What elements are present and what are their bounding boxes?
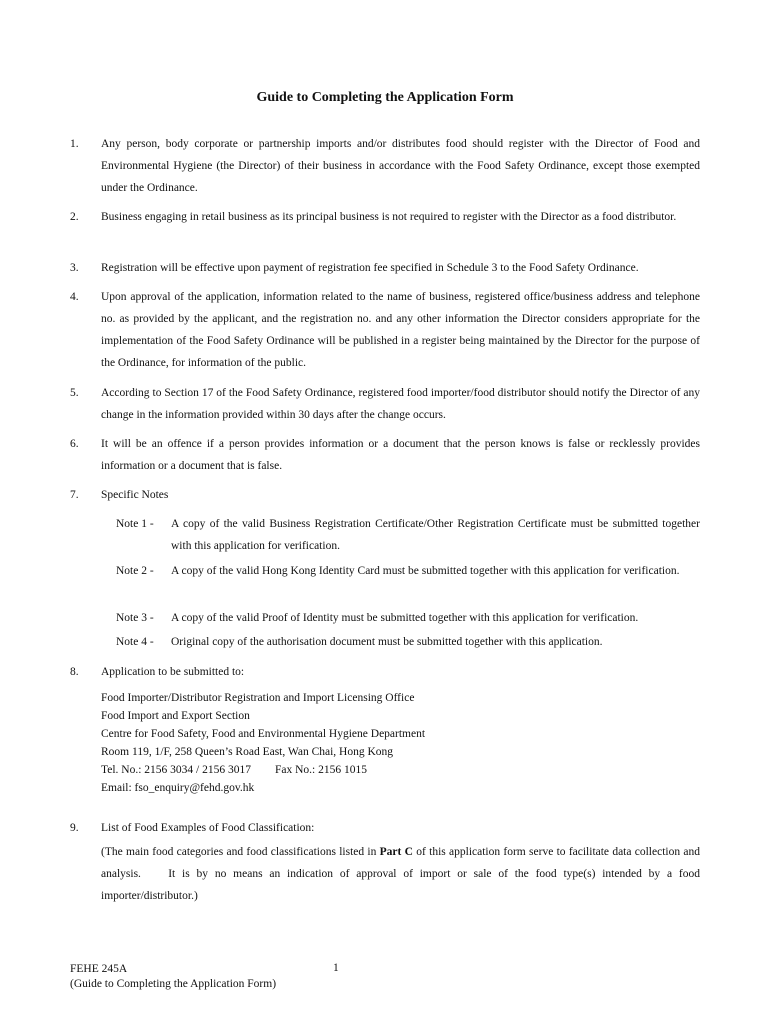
- item-text: It will be an offence if a person provides information or a document that the person knows is false or recklessly provides information or a document that is false.: [101, 438, 700, 472]
- item-number: 6.: [70, 438, 79, 450]
- item-text: Upon approval of the application, information related to the name of business, registered office/business address and telephone no. as provided by the applicant, and the registration no. and any other information the Director considers appropriate for the implementation of the Food Safety Ordinance will be published in a register being maintained by the Director for the purpose of the Ordinance, for information of the public.: [101, 291, 700, 369]
- paragraph-end: of this application form serve to facilitate data collection and analysis. It is by no means an indication of approval of import or sale of the food type(s) intended by a food importer/distributor.): [101, 846, 703, 902]
- fax-number: Fax No.: 2156 1015: [274, 764, 367, 776]
- note-label: Note 4 -: [116, 636, 154, 648]
- guide-item-8: [70, 661, 700, 683]
- address-department: Centre for Food Safety, Food and Environmental Hygiene Department: [101, 728, 426, 740]
- item-text: Any person, body corporate or partnership imports and/or distributes food should register with the Director of Food and Environmental Hygiene (the Director) of their business in accordance with the Food Safety Ordinance, except those exempted under the Ordinance.: [101, 138, 700, 194]
- contact-email: Email: fso_enquiry@fehd.gov.hk: [101, 782, 255, 794]
- note-text: A copy of the valid Hong Kong Identity Card must be submitted together with this application for verification.: [171, 565, 680, 577]
- item-number: 8.: [70, 666, 79, 678]
- guide-item-9: [70, 817, 700, 839]
- food-classification-note: [70, 841, 703, 907]
- item-text: Business engaging in retail business as its principal business is not required to register with the Director as a food distributor.: [101, 211, 677, 223]
- specific-note-1: [116, 513, 700, 557]
- address-section: Food Import and Export Section: [101, 710, 250, 722]
- contact-phone-fax: [101, 761, 425, 779]
- guide-item-7: [70, 484, 700, 506]
- address-office: Food Importer/Distributor Registration and Import Licensing Office: [101, 692, 415, 704]
- footer-form-info: [70, 962, 276, 992]
- part-c-reference: Part C: [379, 846, 413, 858]
- item-number: 9.: [70, 822, 79, 834]
- form-subtitle: (Guide to Completing the Application Form): [70, 978, 277, 990]
- specific-note-4: [116, 631, 700, 653]
- note-text: A copy of the valid Proof of Identity must be submitted together with this application for verification.: [171, 612, 639, 624]
- guide-item-5: [70, 382, 700, 426]
- submission-address: [101, 689, 425, 797]
- specific-note-3: [116, 607, 700, 629]
- item-text: Specific Notes: [101, 489, 169, 501]
- item-text: Application to be submitted to:: [101, 666, 245, 678]
- page-number: 1: [333, 962, 339, 974]
- guide-item-6: [70, 433, 700, 477]
- note-text: Original copy of the authorisation document must be submitted together with this application.: [171, 636, 603, 648]
- address-street: Room 119, 1/F, 258 Queen’s Road East, Wan Chai, Hong Kong: [101, 746, 394, 758]
- guide-item-4: [70, 286, 700, 374]
- classification-paragraph: [101, 841, 703, 907]
- tel-number: Tel. No.: 2156 3034 / 2156 3017: [101, 764, 251, 776]
- note-label: Note 1 -: [116, 518, 154, 530]
- item-number: 7.: [70, 489, 79, 501]
- page-title: Guide to Completing the Application Form: [256, 90, 514, 105]
- item-number: 3.: [70, 262, 79, 274]
- specific-note-2: [116, 560, 700, 582]
- item-number: 4.: [70, 291, 79, 303]
- form-code: FEHE 245A: [70, 963, 128, 975]
- note-label: Note 3 -: [116, 612, 154, 624]
- item-text: List of Food Examples of Food Classification:: [101, 822, 315, 834]
- item-text: Registration will be effective upon payment of registration fee specified in Schedule 3 to the Food Safety Ordinance.: [101, 262, 639, 274]
- note-label: Note 2 -: [116, 565, 154, 577]
- guide-item-2: [70, 206, 700, 228]
- guide-item-3: [70, 257, 700, 279]
- paragraph-start: (The main food categories and food classifications listed in: [101, 846, 380, 858]
- item-number: 2.: [70, 211, 79, 223]
- guide-item-1: [70, 133, 700, 199]
- item-text: According to Section 17 of the Food Safety Ordinance, registered food importer/food distributor should notify the Director of any change in the information provided within 30 days after the change occurs.: [101, 387, 700, 421]
- note-text: A copy of the valid Business Registration Certificate/Other Registration Certificate must be submitted together with this application for verification.: [171, 518, 700, 552]
- item-number: 1.: [70, 138, 79, 150]
- item-number: 5.: [70, 387, 79, 399]
